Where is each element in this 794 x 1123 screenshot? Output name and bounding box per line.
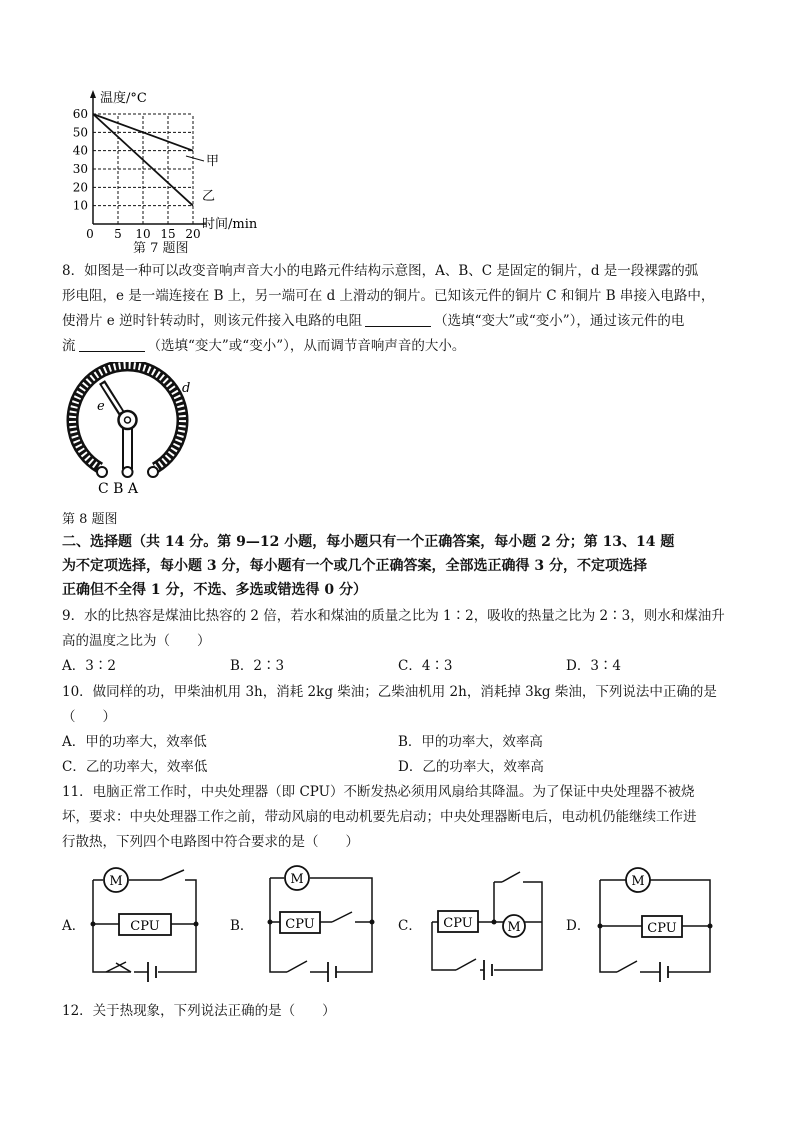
label-d: d [182,381,191,396]
q10-line-2: （ ） [62,709,116,725]
q11-option-a-label[interactable]: A． [62,918,86,934]
q11-line-3: 行散热，下列四个电路图中符合要求的是（ ） [62,834,359,850]
q10-option-a[interactable]: A．甲的功率大，效率低 [62,734,207,750]
battery-icon [328,962,336,982]
terminal-a [148,467,158,477]
terminal-c [97,467,107,477]
motor-label: M [290,872,304,887]
q9-option-c[interactable]: C．4∶3 [398,658,453,674]
cpu-label: CPU [443,916,473,931]
motor-label: M [631,874,645,889]
q12-line-1: 12．关于热现象，下列说法正确的是（ ） [62,1003,336,1019]
circuit-b [262,862,382,984]
section2-line-3: 正确但不全得 1 分，不选、多选或错选得 0 分） [62,582,367,598]
fig7-chart [60,82,300,242]
fig8-potentiometer [60,362,200,497]
q10-option-d[interactable]: D．乙的功率大，效率高 [398,759,544,775]
label-cba: C B A [98,481,139,497]
fig8-caption: 第 8 题图 [62,512,118,527]
circuit-a [86,864,206,984]
q8-line-1: 8．如图是一种可以改变音响声音大小的电路元件结构示意图，A、B、C 是固定的铜片，d 是一段裸露的弧 [62,263,699,279]
q8-line-3-a: 使滑片 e 逆时针转动时，则该元件接入电路的电阻 [62,313,363,329]
cpu-label: CPU [647,921,677,936]
q8-line-2: 形电阻，e 是一端连接在 B 上，另一端可在 d 上滑动的铜片。已知该元件的铜片 C 和铜片 B 串接入电路中， [62,288,715,304]
grid [93,114,193,224]
label-leader-jia [186,156,204,161]
q9-option-b[interactable]: B．2∶3 [230,658,285,674]
series-label-yi: 乙 [202,189,216,204]
q9-option-d[interactable]: D．3∶4 [566,658,622,674]
y-axis-arrow [90,90,96,98]
fig7-caption: 第 7 题图 [133,241,189,256]
battery-icon [660,962,668,982]
q9-line-2: 高的温度之比为（ ） [62,633,211,649]
x-tick-label: 20 [185,227,201,241]
motor-label: M [109,874,123,889]
y-tick-label: 30 [72,162,88,176]
y-axis-label: 温度/°C [100,91,147,106]
y-tick-label: 10 [72,198,88,213]
section2-line-1: 二、选择题（共 14 分。第 9—12 小题，每小题只有一个正确答案，每小题 2 分；第 13、14 题 [62,534,675,550]
q8-line-4 [62,337,465,355]
motor-label: M [507,920,521,935]
y-tick-label: 20 [72,180,88,195]
q8-blank-resistance[interactable] [365,312,431,327]
cpu-label: CPU [130,919,160,934]
q8-line-4-a: 流 [62,338,76,354]
q10-option-c[interactable]: C．乙的功率大，效率低 [62,759,208,775]
x-tick-label: 15 [160,227,176,241]
y-tick-label: 60 [72,107,88,121]
q11-option-b-label[interactable]: B． [230,918,254,934]
y-tick-label: 40 [72,143,88,158]
q11-line-2: 坏，要求：中央处理器工作之前，带动风扇的电动机要先启动；中央处理器断电后，电动机仍能继续工作进 [62,809,697,825]
battery-icon [484,960,492,980]
q9-line-1: 9．水的比热容是煤油比热容的 2 倍，若水和煤油的质量之比为 1∶2，吸收的热量之比为 2∶3，则水和煤油升 [62,608,725,624]
x-tick-label: 0 [86,227,94,241]
series-label-jia: 甲 [206,154,220,169]
pivot-center [125,417,131,423]
x-tick-label: 5 [114,227,122,241]
y-tick-label: 50 [72,125,88,140]
q10-option-b[interactable]: B．甲的功率大，效率高 [398,734,543,750]
circuit-d [592,864,717,984]
q11-option-d-label[interactable]: D． [566,918,591,934]
q8-line-3 [62,312,684,330]
x-axis-label: 时间/min [202,217,258,232]
cpu-label: CPU [285,917,315,932]
terminal-b-stem [123,424,132,468]
slider-e-inner [103,384,121,412]
section2-line-2: 为不定项选择，每小题 3 分，每小题有一个或几个正确答案，全部选正确得 3 分，不定项选择 [62,558,647,574]
q10-line-1: 10．做同样的功，甲柴油机用 3h，消耗 2kg 柴油；乙柴油机用 2h，消耗掉 3kg 柴油，下列说法中正确的是 [62,684,717,700]
y-tick-labels [73,107,88,213]
circuit-c [424,868,549,984]
label-e: e [97,399,105,414]
q8-line-4-b: （选填“变大”或“变小”），从而调节音响声音的大小。 [147,338,466,354]
battery-icon [148,962,156,982]
q11-option-c-label[interactable]: C． [398,918,422,934]
q8-blank-current[interactable] [79,337,145,352]
q9-option-a[interactable]: A．3∶2 [62,658,116,674]
x-tick-label: 10 [135,227,151,241]
q11-line-1: 11．电脑正常工作时，中央处理器（即 CPU）不断发热必须用风扇给其降温。为了保证中央处理器不被烧 [62,784,695,800]
q8-line-3-b: （选填“变大”或“变小”），通过该元件的电 [434,313,685,329]
terminal-b [123,467,133,477]
